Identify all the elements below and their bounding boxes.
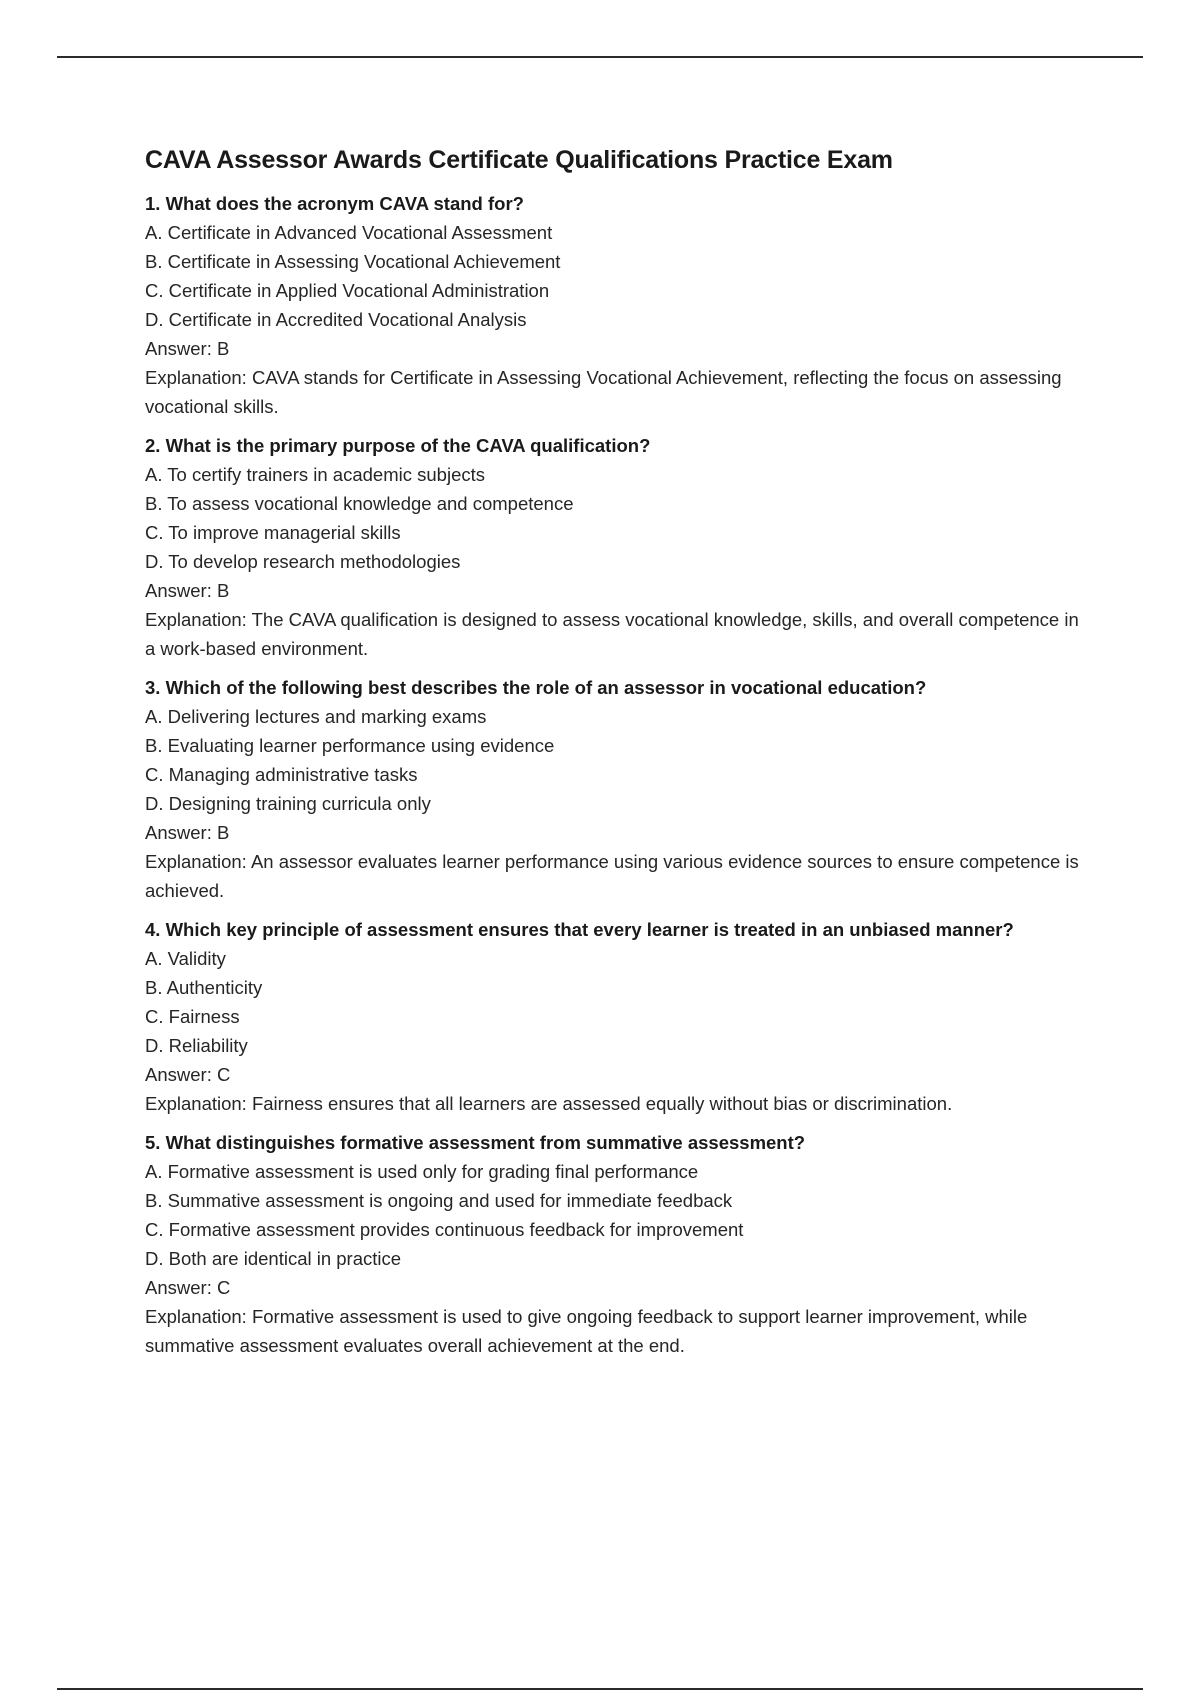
top-divider bbox=[57, 56, 1143, 58]
answer-line: Answer: B bbox=[145, 580, 230, 601]
document-body bbox=[145, 146, 1085, 1370]
option-b: B. Authenticity bbox=[145, 977, 263, 998]
answer-line: Answer: B bbox=[145, 338, 230, 359]
explanation-text: Explanation: Formative assessment is used to give ongoing feedback to support learner improvement, while summative assessment evaluates overall achievement at the end. bbox=[145, 1306, 1028, 1356]
answer-line: Answer: C bbox=[145, 1064, 231, 1085]
explanation-text: Explanation: CAVA stands for Certificate in Assessing Vocational Achievement, reflecting the focus on assessing vocational skills. bbox=[145, 367, 1062, 417]
option-c: C. To improve managerial skills bbox=[145, 522, 401, 543]
question-text: 1. What does the acronym CAVA stand for? bbox=[145, 193, 524, 214]
option-a: A. Validity bbox=[145, 948, 226, 969]
option-d: D. Certificate in Accredited Vocational Analysis bbox=[145, 309, 527, 330]
option-c: C. Formative assessment provides continuous feedback for improvement bbox=[145, 1219, 744, 1240]
question-block-4 bbox=[145, 915, 1085, 1118]
explanation-text: Explanation: An assessor evaluates learner performance using various evidence sources to ensure competence is achieved. bbox=[145, 851, 1079, 901]
question-block-1 bbox=[145, 189, 1085, 421]
explanation-text: Explanation: The CAVA qualification is designed to assess vocational knowledge, skills, and overall competence in a work-based environment. bbox=[145, 609, 1079, 659]
option-b: B. Evaluating learner performance using evidence bbox=[145, 735, 555, 756]
option-c: C. Fairness bbox=[145, 1006, 240, 1027]
option-c: C. Managing administrative tasks bbox=[145, 764, 418, 785]
option-d: D. Reliability bbox=[145, 1035, 248, 1056]
option-b: B. To assess vocational knowledge and competence bbox=[145, 493, 574, 514]
question-block-2 bbox=[145, 431, 1085, 663]
option-d: D. To develop research methodologies bbox=[145, 551, 461, 572]
option-a: A. Delivering lectures and marking exams bbox=[145, 706, 487, 727]
option-b: B. Summative assessment is ongoing and used for immediate feedback bbox=[145, 1190, 733, 1211]
option-a: A. Certificate in Advanced Vocational Assessment bbox=[145, 222, 553, 243]
answer-line: Answer: B bbox=[145, 822, 230, 843]
option-b: B. Certificate in Assessing Vocational Achievement bbox=[145, 251, 561, 272]
question-text: 2. What is the primary purpose of the CAVA qualification? bbox=[145, 435, 651, 456]
option-c: C. Certificate in Applied Vocational Administration bbox=[145, 280, 550, 301]
option-d: D. Designing training curricula only bbox=[145, 793, 431, 814]
question-text: 4. Which key principle of assessment ensures that every learner is treated in an unbiased manner? bbox=[145, 919, 1014, 940]
question-block-5 bbox=[145, 1128, 1085, 1360]
question-text: 3. Which of the following best describes the role of an assessor in vocational education? bbox=[145, 677, 927, 698]
option-a: A. To certify trainers in academic subjects bbox=[145, 464, 485, 485]
option-d: D. Both are identical in practice bbox=[145, 1248, 402, 1269]
question-block-3 bbox=[145, 673, 1085, 905]
option-a: A. Formative assessment is used only for grading final performance bbox=[145, 1161, 699, 1182]
question-text: 5. What distinguishes formative assessment from summative assessment? bbox=[145, 1132, 806, 1153]
bottom-divider bbox=[57, 1688, 1143, 1690]
answer-line: Answer: C bbox=[145, 1277, 231, 1298]
explanation-text: Explanation: Fairness ensures that all learners are assessed equally without bias or discrimination. bbox=[145, 1093, 953, 1114]
document-title: CAVA Assessor Awards Certificate Qualifications Practice Exam bbox=[145, 146, 893, 174]
